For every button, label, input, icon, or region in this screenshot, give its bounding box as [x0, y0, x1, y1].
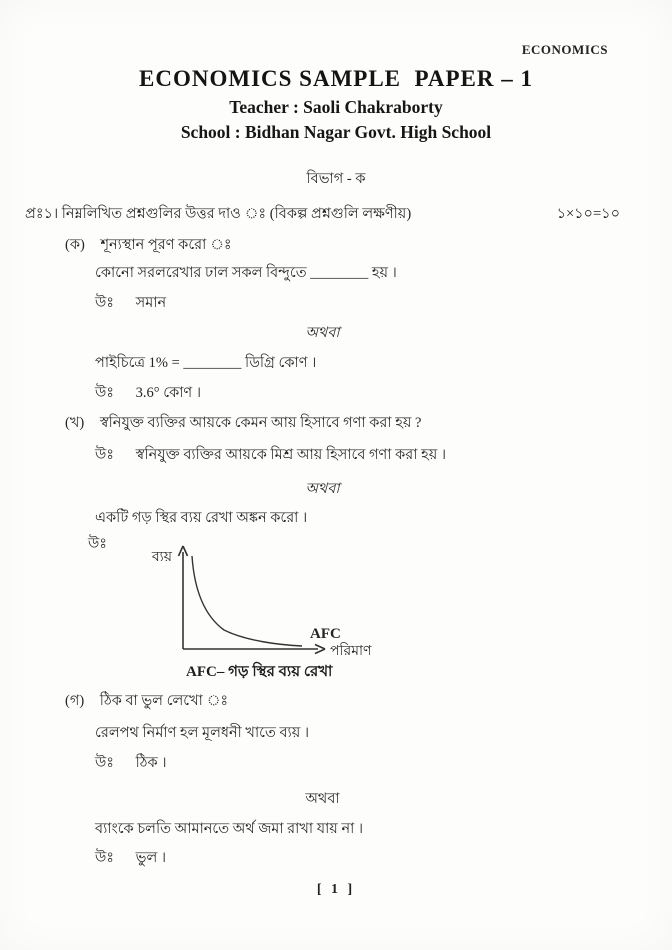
part-kha-alt-question: একটি গড় স্থির ব্যয় রেখা অঙ্কন করো । [95, 510, 308, 526]
part-ka-answer: সমান [135, 295, 167, 311]
subject-corner-label: ECONOMICS [521, 42, 608, 57]
part-ka-heading-row [65, 234, 232, 258]
question-1-row [25, 203, 620, 227]
part-ga-alt-question: ব্যাংকে চলতি আমানতে অর্থ জমা রাখা যায় না । [95, 821, 364, 837]
part-ga-answer: ঠিক । [135, 755, 167, 771]
part-kha-answer-row [95, 444, 446, 468]
paper-title: ECONOMICS SAMPLE PAPER – 1 [139, 66, 533, 91]
afc-curve-label: AFC [310, 626, 341, 642]
part-ka-label: (ক) [65, 237, 85, 253]
page-number: [ 1 ] [316, 882, 356, 897]
afc-curve [192, 556, 302, 646]
y-axis-label: ব্যয় [151, 550, 172, 565]
part-ka-alt-question: পাইচিত্রে 1% = ________ ডিগ্রি কোণ । [95, 355, 317, 371]
part-ka-answer-prefix: উঃ [95, 295, 115, 311]
part-kha-alt-answer-prefix: উঃ [88, 536, 108, 552]
part-ka-answer-row [95, 292, 166, 316]
part-ga-heading-row [65, 690, 228, 714]
part-kha-question: স্বনিযুক্ত ব্যক্তির আয়কে কেমন আয় হিসাবে গণা করা হয় ? [99, 415, 422, 431]
part-ga-answer-prefix: উঃ [95, 755, 115, 771]
question-1-prompt: প্রঃ১। নিম্নলিখিত প্রশ্নগুলির উত্তর দাও ঃ (বিকল্প প্রশ্নগুলি লক্ষণীয়) [25, 206, 412, 222]
part-kha-answer-prefix: উঃ [95, 447, 115, 463]
part-ga-alt-answer-row [95, 847, 166, 871]
x-axis-label: পরিমাণ [330, 644, 372, 659]
afc-diagram [130, 540, 420, 660]
part-ka-alt-answer: 3.6° কোণ । [135, 385, 202, 401]
part-ka-alt-answer-prefix: উঃ [95, 385, 115, 401]
school-line: School : Bidhan Nagar Govt. High School [180, 122, 492, 142]
or-separator-2: অথবা [305, 481, 340, 497]
teacher-line: Teacher : Saoli Chakraborty [229, 97, 443, 117]
part-ga-question: রেলপথ নির্মাণ হল মূলধনী খাতে ব্যয় । [95, 725, 310, 741]
part-ga-answer-row [95, 752, 167, 776]
part-ka-alt-answer-row [95, 382, 201, 406]
part-kha-question-row [65, 412, 421, 436]
part-ka-question: কোনো সরলরেখার ঢাল সকল বিন্দুতে ________ হয় । [95, 265, 397, 281]
question-1-marks: ১×১০=১০ [556, 206, 620, 222]
part-ka-heading: শূন্যস্থান পূরণ করো ঃ [100, 237, 232, 253]
part-kha-answer: স্বনিযুক্ত ব্যক্তির আয়কে মিশ্র আয় হিসাবে গণা করা হয় । [135, 447, 447, 463]
part-ga-alt-answer: ভুল । [135, 850, 167, 866]
diagram-caption: AFC– গড় স্থির ব্যয় রেখা [186, 664, 333, 680]
part-ga-heading: ঠিক বা ভুল লেখো ঃ [99, 693, 229, 709]
part-ga-label: (গ) [65, 693, 85, 709]
part-kha-label: (খ) [65, 415, 85, 431]
section-heading: বিভাগ - ক [306, 171, 366, 187]
or-separator-1: অথবা [305, 325, 340, 341]
part-ga-alt-answer-prefix: উঃ [95, 850, 115, 866]
or-separator-3: অথবা [305, 791, 340, 807]
